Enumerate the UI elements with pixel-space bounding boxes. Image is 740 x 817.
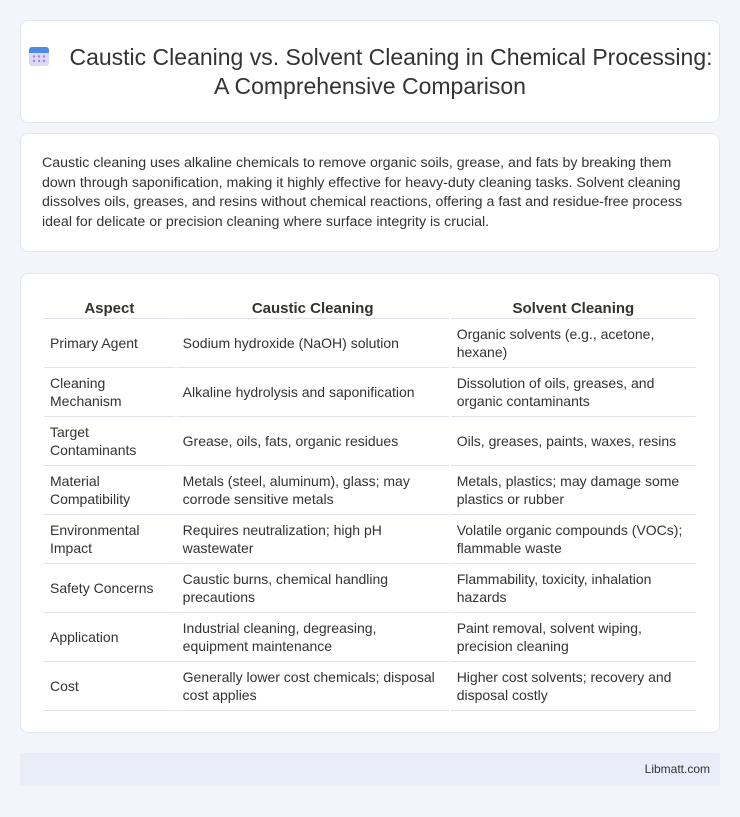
row-caustic: Grease, oils, fats, organic residues (177, 417, 449, 466)
header-aspect: Aspect (44, 295, 175, 319)
row-solvent: Volatile organic compounds (VOCs); flammable waste (451, 515, 696, 564)
row-aspect: Application (44, 613, 175, 662)
row-solvent: Organic solvents (e.g., acetone, hexane) (451, 319, 696, 368)
intro-paragraph: Caustic cleaning uses alkaline chemicals to remove organic soils, grease, and fats by breaking them down through saponification, making it highly effective for heavy-duty cleaning tasks. Solvent cleaning dissolves oils, greases, and resins without chemical reactions, offering a fast and residue-free process ideal for delicate or precision cleaning where surface integrity is crucial. (42, 155, 683, 230)
table-row (44, 319, 696, 368)
comparison-table (42, 295, 698, 711)
table-row (44, 466, 696, 515)
page-title (21, 43, 719, 101)
row-solvent: Flammability, toxicity, inhalation hazards (451, 564, 696, 613)
table-row (44, 417, 696, 466)
row-caustic: Sodium hydroxide (NaOH) solution (177, 319, 449, 368)
footer (20, 753, 720, 786)
footer-site-link[interactable]: Libmatt.com (644, 762, 710, 776)
table-row (44, 564, 696, 613)
comparison-card (20, 273, 720, 733)
table-row (44, 515, 696, 564)
row-caustic: Industrial cleaning, degreasing, equipment maintenance (177, 613, 449, 662)
intro-card (20, 133, 720, 252)
table-header-row (44, 295, 696, 319)
header-caustic: Caustic Cleaning (177, 295, 449, 319)
title-card (20, 20, 720, 123)
row-caustic: Alkaline hydrolysis and saponification (177, 368, 449, 417)
row-solvent: Metals, plastics; may damage some plastics or rubber (451, 466, 696, 515)
row-caustic: Generally lower cost chemicals; disposal cost applies (177, 662, 449, 711)
header-solvent: Solvent Cleaning (451, 295, 696, 319)
row-solvent: Higher cost solvents; recovery and disposal costly (451, 662, 696, 711)
row-aspect: Primary Agent (44, 319, 175, 368)
row-solvent: Dissolution of oils, greases, and organic contaminants (451, 368, 696, 417)
row-solvent: Paint removal, solvent wiping, precision cleaning (451, 613, 696, 662)
table-row (44, 368, 696, 417)
row-caustic: Requires neutralization; high pH wastewater (177, 515, 449, 564)
row-aspect: Target Contaminants (44, 417, 175, 466)
row-aspect: Environmental Impact (44, 515, 175, 564)
row-aspect: Safety Concerns (44, 564, 175, 613)
row-solvent: Oils, greases, paints, waxes, resins (451, 417, 696, 466)
calendar-icon (27, 44, 51, 68)
table-row (44, 662, 696, 711)
row-caustic: Caustic burns, chemical handling precautions (177, 564, 449, 613)
row-aspect: Cleaning Mechanism (44, 368, 175, 417)
row-aspect: Material Compatibility (44, 466, 175, 515)
row-caustic: Metals (steel, aluminum), glass; may corrode sensitive metals (177, 466, 449, 515)
row-aspect: Cost (44, 662, 175, 711)
table-row (44, 613, 696, 662)
page-title-text: Caustic Cleaning vs. Solvent Cleaning in Chemical Processing: A Comprehensive Comparison (69, 44, 713, 99)
